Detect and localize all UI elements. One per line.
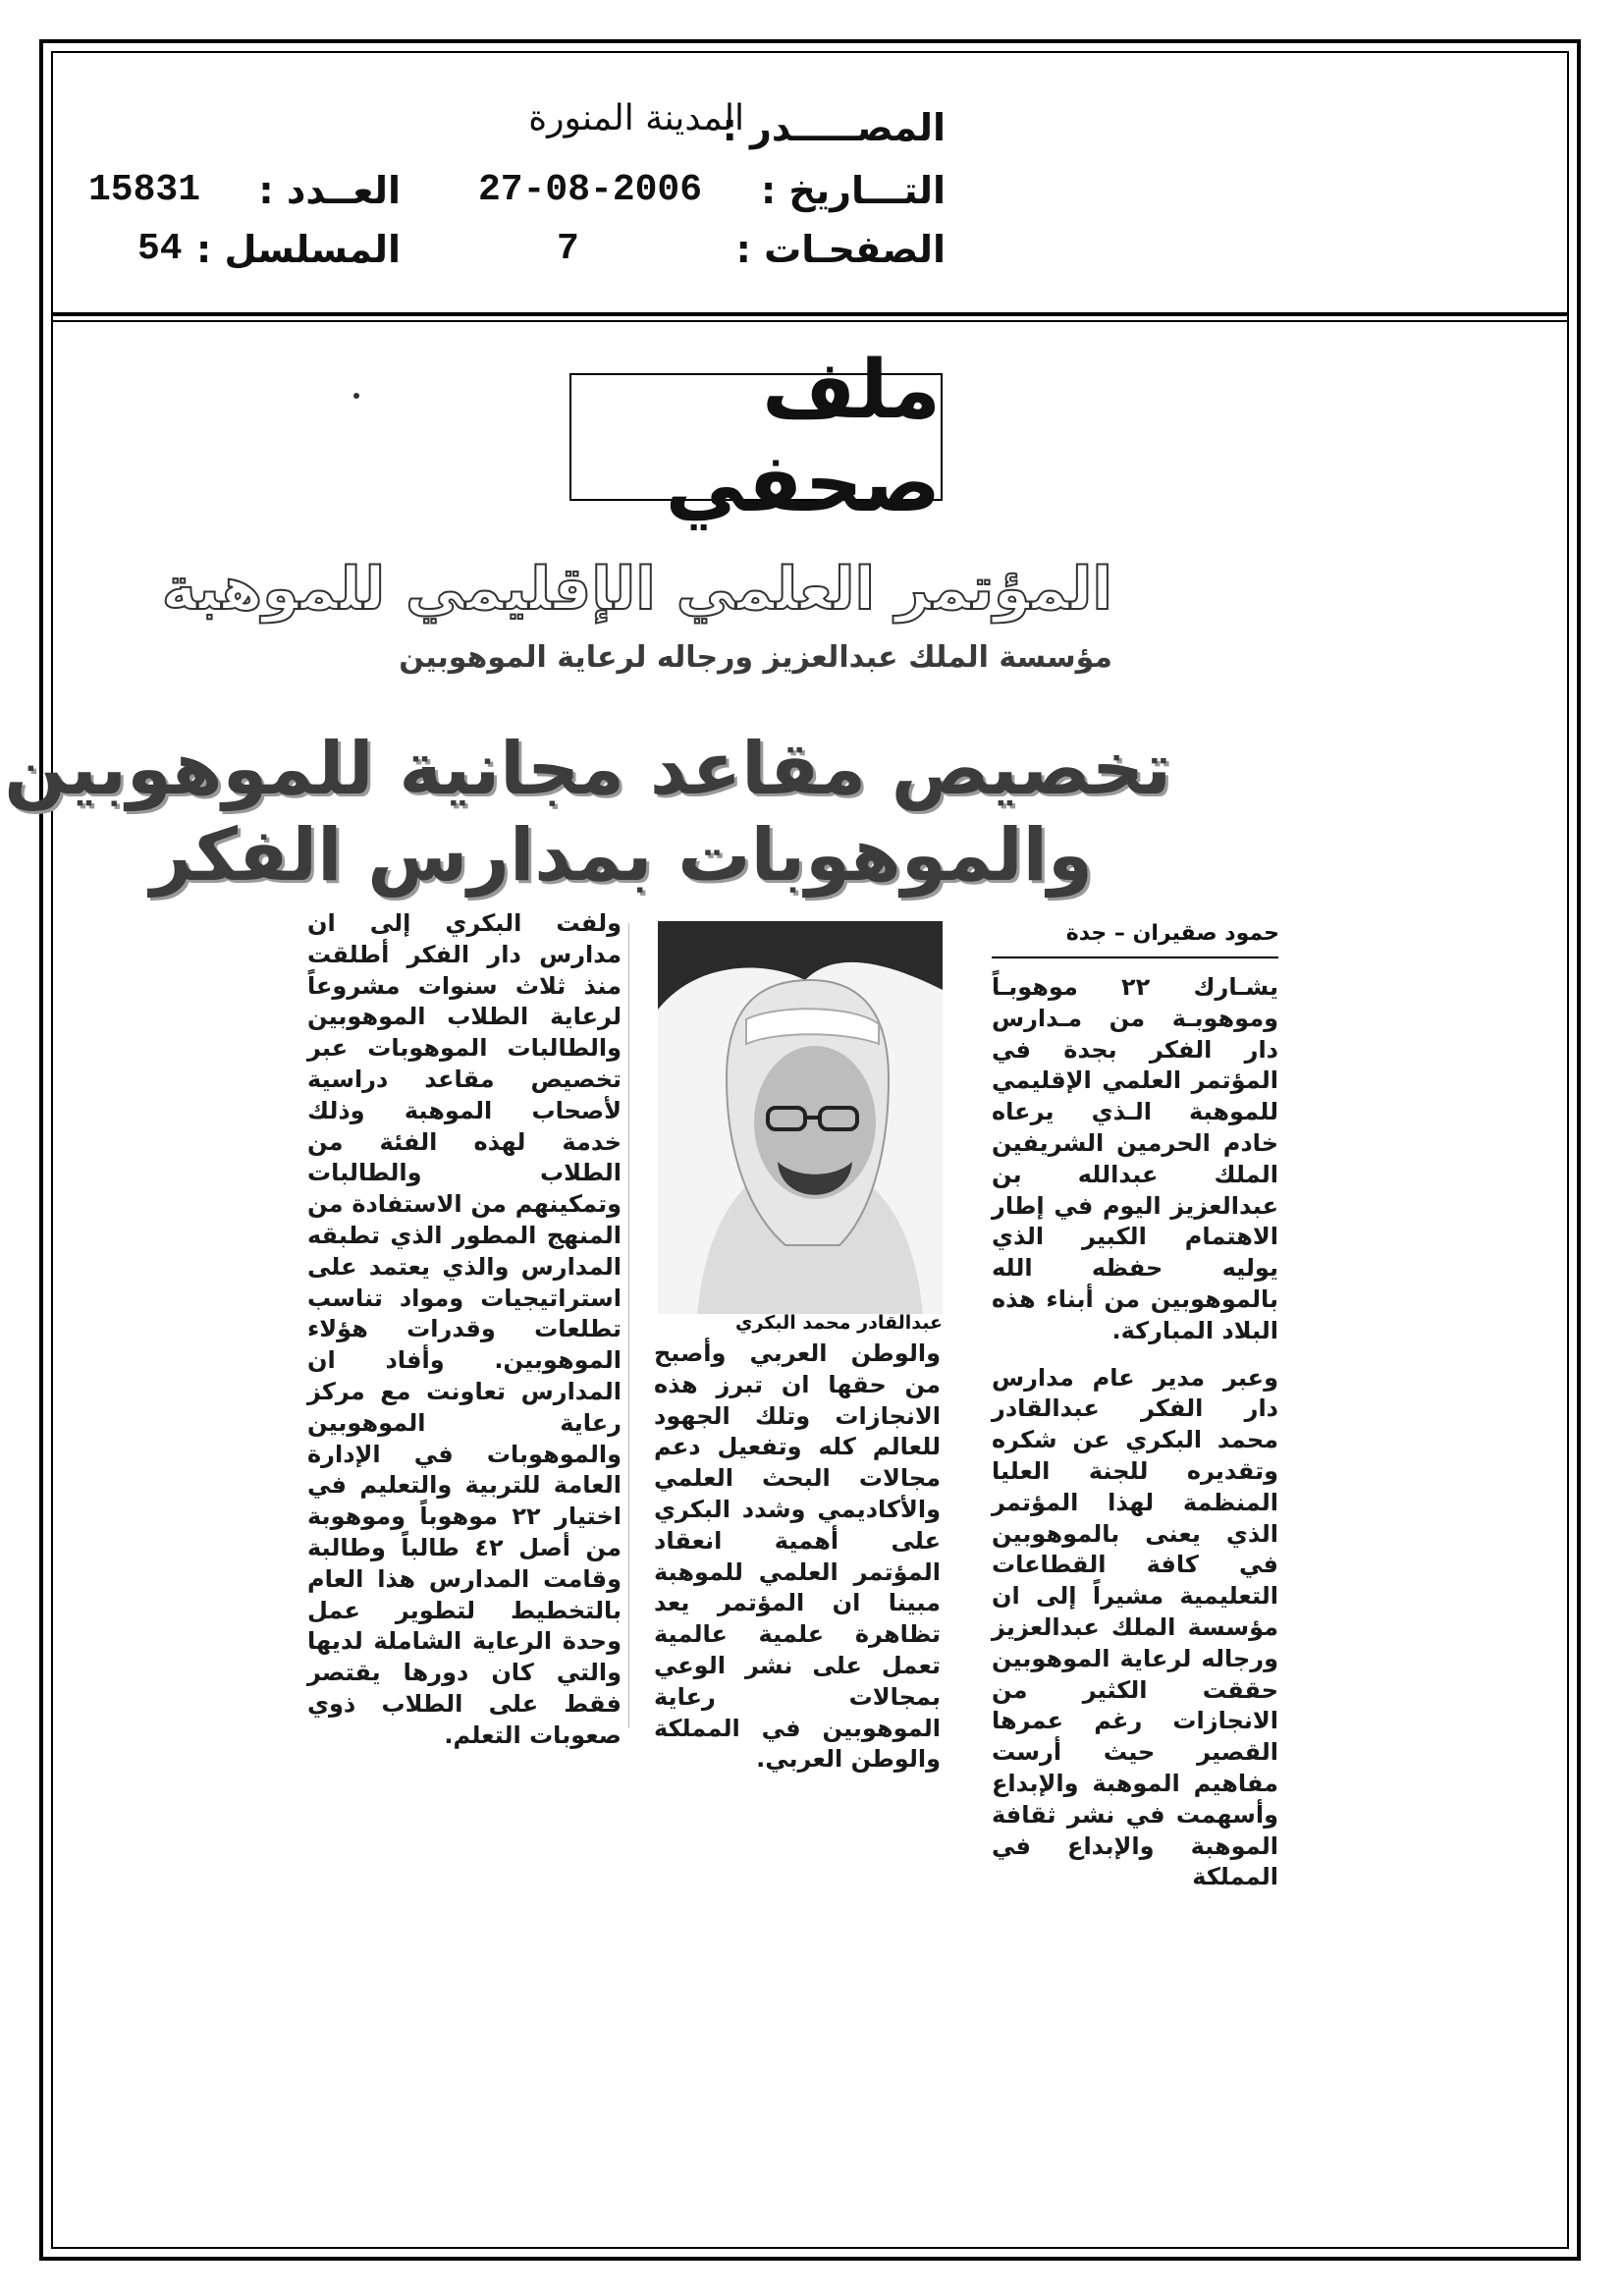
article-column-middle (654, 1339, 941, 1776)
paragraph: ولفت البكري إلى ان مدارس دار الفكر أطلقت منذ ثلاث سنوات مشروعاً لرعاية الطلاب الموهوبين والطالبات الموهوبات عبر تخصيص مقاعد دراسية لأصحاب الموهبة وذلك خدمة لهذه الفئة من الطلاب والطالبات وتمكينهم من الاستفادة من المنهج المطور الذي تطبقه المدارس والذي يعتمد على استراتيجيات ومواد تناسب تطلعات وقدرات هؤلاء الموهوبين. وأفاد ان المدارس تعاونت مع مركز رعاية الموهوبين والموهوبات في الإدارة العامة للتربية والتعليم في اختيار ٢٢ موهوباً وموهوبة من أصل ٤٢ طالباً وطالبة وقامت المدارس هذا العام بالتخطيط لتطوير عمل وحدة الرعاية الشاملة لديها والتي كان دورها يقتصر فقط على الطلاب ذوي صعوبات التعلم. (307, 909, 622, 1749)
pages-label: الصفحـات : (735, 228, 946, 271)
date-label: التـــاريخ : (761, 169, 946, 212)
conference-title: المؤتمر العلمي الإقليمي للموهبة (161, 555, 1112, 624)
speck (353, 393, 359, 399)
issue-label: العــدد : (258, 169, 401, 212)
pages-value: 7 (557, 228, 579, 270)
article-column-left (307, 908, 622, 1752)
headline-line-1: تخصيص مقاعد مجانية للموهوبين (4, 727, 1171, 811)
portrait-photo (658, 921, 943, 1314)
header-divider-thin (51, 320, 1569, 322)
photo-caption: عبدالقادر محمد البكري (735, 1312, 943, 1334)
date-value: 27-08-2006 (478, 169, 703, 211)
paragraph: يشـارك ٢٢ موهوبـاً وموهوبـة من مـدارس دار الفكر بجدة في المؤتمر العلمي الإقليمي للموهبة الـذي يرعاه خادم الحرمين الشريفين الملك عبدالله بن عبدالعزيز اليوم في إطار الاهتمام الكبير الذي يوليه حفظه الله بالموهوبين من أبناء هذه البلاد المباركة. (992, 973, 1278, 1344)
serial-value: 54 (137, 228, 183, 270)
byline: حمود صقيران – جدة (1065, 921, 1279, 946)
article-column-right (992, 972, 1278, 1893)
source-value: المدينة المنورة (528, 98, 744, 138)
byline-rule (992, 957, 1278, 958)
paragraph: وعبر مدير عام مدارس دار الفكر عبدالقادر محمد البكري عن شكره وتقديره للجنة العليا المنظمة لهذا المؤتمر الذي يعنى بالموهوبين في كافة القطاعات التعليمية مشيراً إلى ان مؤسسة الملك عبدالعزيز ورجاله لرعاية الموهوبين حققت الكثير من الانجازات رغم عمرها القصير حيث أرست مفاهيم الموهبة والإبداع وأسهمت في نشر ثقافة الموهبة والإبداع في المملكة (992, 1363, 1278, 1891)
header-divider (51, 312, 1569, 316)
paragraph: والوطن العربي وأصبح من حقها ان تبرز هذه الانجازات وتلك الجهود للعالم كله وتفعيل دعم مجالات البحث العلمي والأكاديمي وشدد البكري على أهمية انعقاد المؤتمر العلمي للموهبة مبينا ان المؤتمر يعد تظاهرة علمية عالمية تعمل على نشر الوعي بمجالات رعاية الموهوبين في المملكة والوطن العربي. (654, 1339, 941, 1774)
headline-line-2: والموهوبات بمدارس الفكر (149, 813, 1093, 898)
source-label: المصـــــدر : (722, 106, 946, 149)
serial-label: المسلسل : (196, 228, 401, 271)
conference-subtitle: مؤسسة الملك عبدالعزيز ورجاله لرعاية الموهوبين (399, 640, 1112, 675)
column-divider (628, 923, 629, 1728)
issue-value: 15831 (88, 169, 201, 211)
press-file-stamp: ملف صحفي (569, 373, 943, 501)
